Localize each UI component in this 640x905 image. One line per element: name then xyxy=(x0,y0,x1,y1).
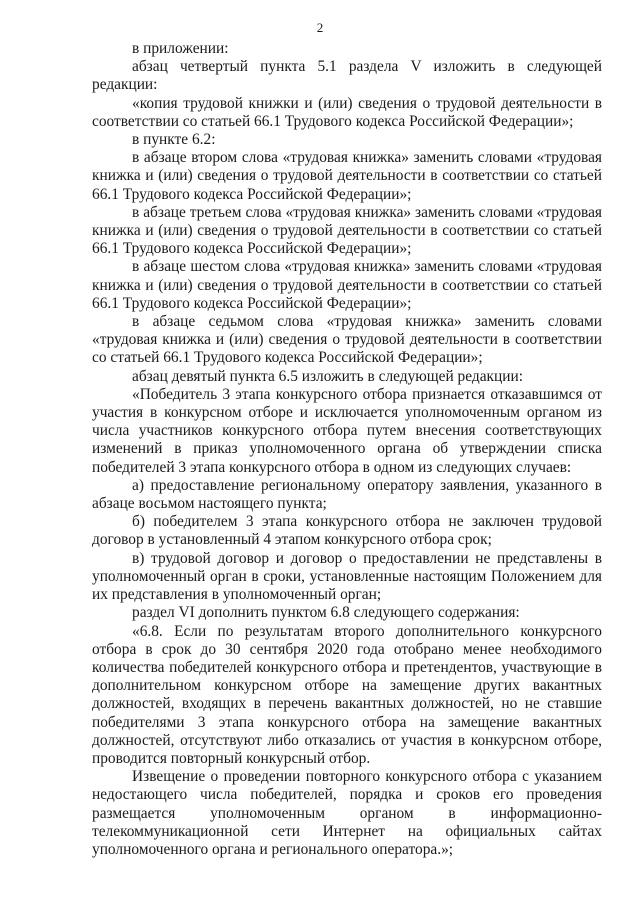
paragraph: в абзаце третьем слова «трудовая книжка» заменить словами «трудовая книжка и (или) сведения о трудовой деятельности в соответствии со статьей 66.1 Трудового кодекса Российской Федерации»; xyxy=(92,203,602,258)
paragraph: в приложении: xyxy=(132,40,229,57)
paragraph: а) предоставление региональному оператору заявления, указанного в абзаце восьмом настоящего пункта; xyxy=(92,476,602,513)
paragraph: в пункте 6.2: xyxy=(132,131,216,149)
paragraph: б) победителем 3 этапа конкурсного отбора не заключен трудовой договор в установленный 4 этапом конкурсного отбора срок; xyxy=(92,513,602,549)
paragraph: в абзаце седьмом слова «трудовая книжка» заменить словами «трудовая книжка и (или) сведения о трудовой деятельности в соответствии со статьей 66.1 Трудового кодекса Российской Федерации»; xyxy=(92,313,602,367)
page-number: 2 xyxy=(316,20,324,35)
paragraph: «6.8. Если по результатам второго дополнительного конкурсного отбора в срок до 30 сентября 2020 года отобрано менее необходимого количества победителей конкурсного отбора и претендентов, участвующие в дополнительном конкурсном отборе на замещение других вакантных должностей, входящих в перечень вакантных должностей, но не ставшие победителями 3 этапа конкурсного отбора на замещение вакантных должностей, отсутствуют либо отказались от участия в конкурсном отборе, проводится повторный конкурсный отбор. xyxy=(92,622,602,767)
paragraph: «копия трудовой книжки и (или) сведения о трудовой деятельности в соответствии со статьей 66.1 Трудового кодекса Российской Федерации»; xyxy=(92,94,602,130)
document-body xyxy=(92,40,602,859)
paragraph: абзац четвертый пункта 5.1 раздела V изложить в следующей редакции: xyxy=(92,58,602,94)
paragraph: раздел VI дополнить пунктом 6.8 следующего содержания: xyxy=(132,604,520,622)
paragraph: в) трудовой договор и договор о предоставлении не представлены в уполномоченный орган в сроки, установленные настоящим Положением для их представления в уполномоченный орган; xyxy=(92,549,602,604)
paragraph: в абзаце втором слова «трудовая книжка» заменить словами «трудовая книжка и (или) сведения о трудовой деятельности в соответствии со статьей 66.1 Трудового кодекса Российской Федерации»; xyxy=(92,149,602,203)
paragraph: Извещение о проведении повторного конкурсного отбора с указанием недостающего числа победителей, порядка и сроков его проведения размещается уполномоченным органом в информационно-телекоммуникационной сети Интернет на официальных сайтах уполномоченного органа и регионального оператора.»; xyxy=(92,768,602,858)
paragraph: абзац девятый пункта 6.5 изложить в следующей редакции: xyxy=(132,367,523,385)
paragraph: в абзаце шестом слова «трудовая книжка» заменить словами «трудовая книжка и (или) сведения о трудовой деятельности в соответствии со статьей 66.1 Трудового кодекса Российской Федерации»; xyxy=(92,258,602,312)
paragraph: «Победитель 3 этапа конкурсного отбора признается отказавшимся от участия в конкурсном отборе и исключается уполномоченным органом из числа участников конкурсного отбора путем внесения соответствующих изменений в приказ уполномоченного органа об утверждении списка победителей 3 этапа конкурсного отбора в одном из следующих случаев: xyxy=(92,385,602,476)
